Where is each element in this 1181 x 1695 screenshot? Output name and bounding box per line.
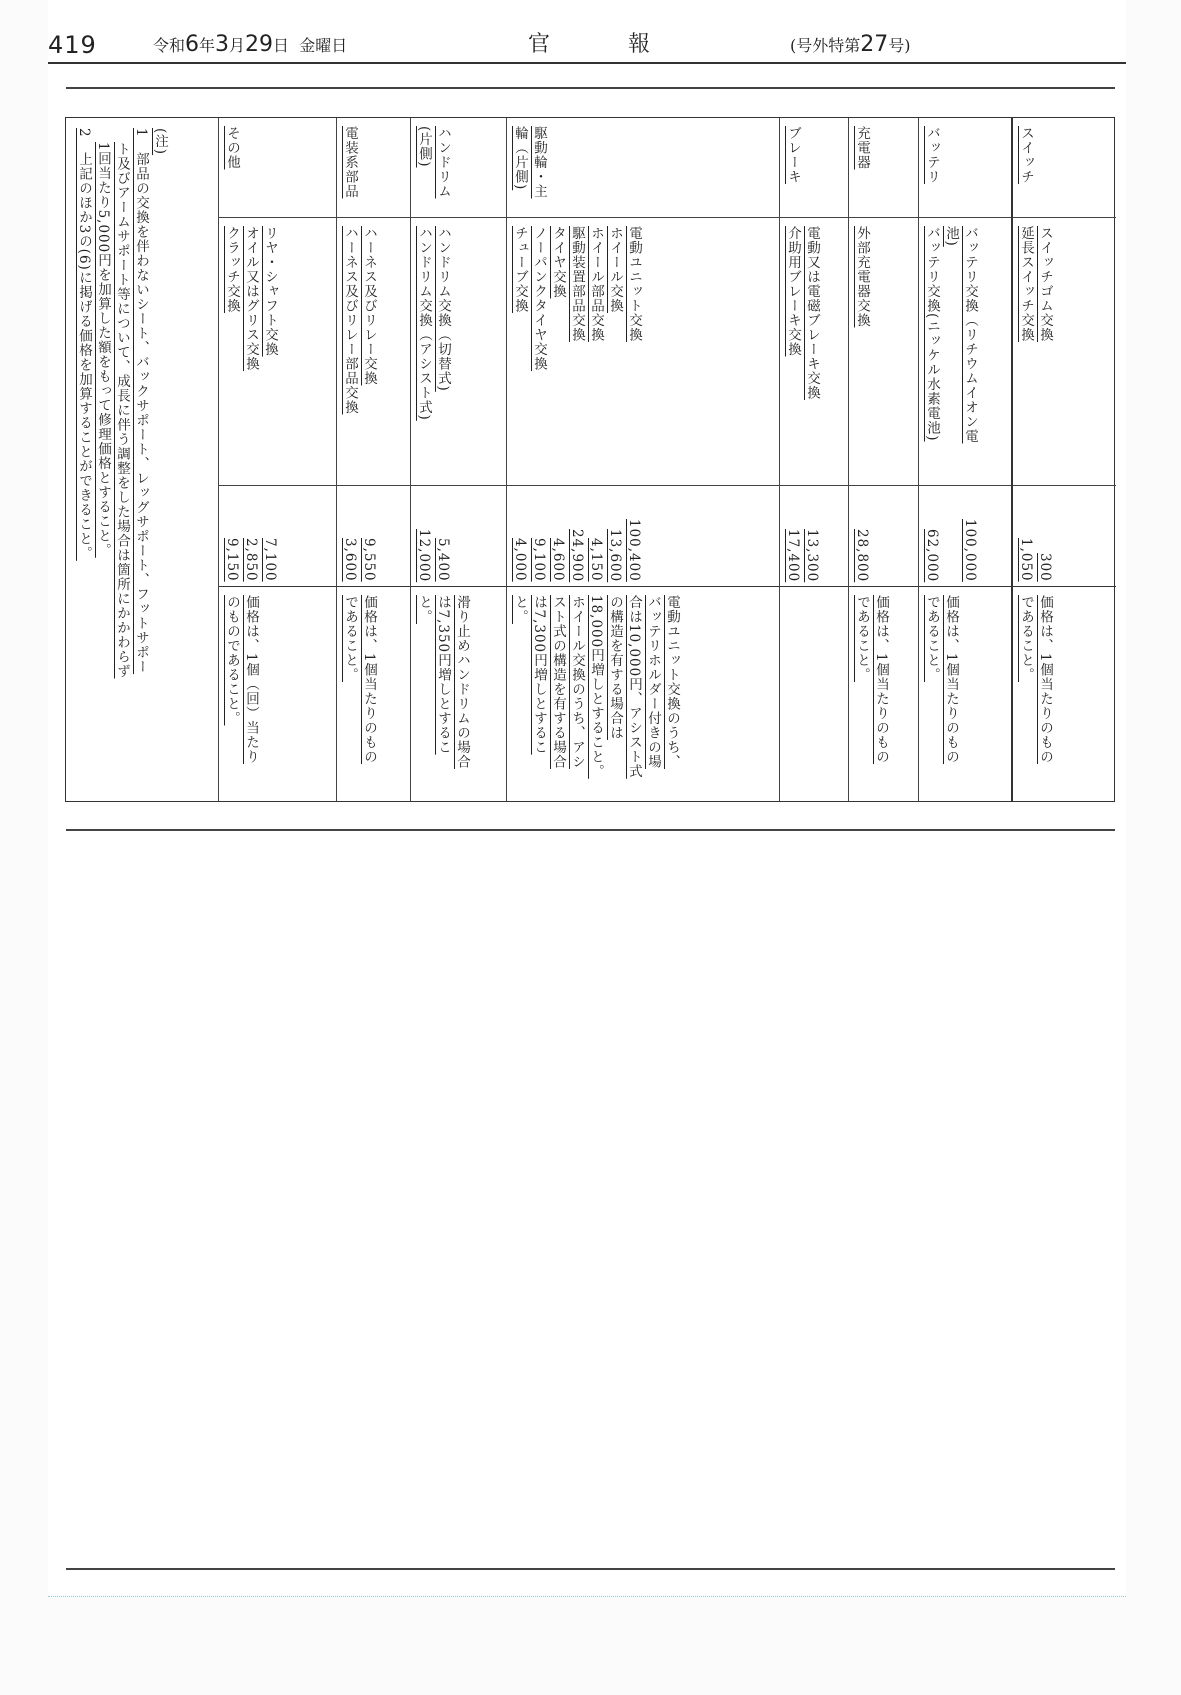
- note-cell: [219, 587, 336, 801]
- category-label: 電装系部品: [342, 126, 358, 199]
- table-row: [218, 118, 336, 801]
- footnote-line: 2 上記のほか3の(6)に掲げる価格を加算することができること。: [76, 128, 92, 561]
- price-value: 4,600: [550, 538, 566, 582]
- gazette-header: [48, 30, 1126, 64]
- note-text: と。: [416, 595, 432, 624]
- footnote-line: ト及びアームサポート等について、成長に伴う調整をした場合は箇所にかかわらず: [114, 142, 130, 679]
- note-text: バッテリホルダー付きの場: [645, 595, 661, 769]
- item-label: ハンドリム交換（切替式): [435, 226, 451, 392]
- note-text: のものであること。: [224, 595, 240, 726]
- section-rule-middle: [66, 829, 1115, 831]
- issue-date: [153, 30, 347, 61]
- item-label: タイヤ交換: [550, 226, 566, 299]
- category-cell: [507, 118, 779, 218]
- category-label: バッテリ: [924, 126, 940, 184]
- note-text: 価格は、1個当たりのもの: [361, 595, 377, 765]
- item-label: クラッチ交換: [224, 226, 240, 313]
- item-label: ハンドリム交換（アシスト式): [416, 226, 432, 421]
- page-edge: [48, 1596, 1126, 1597]
- price-value: 12,000: [416, 528, 432, 582]
- item-cell: [219, 218, 336, 486]
- price-value: 24,900: [569, 528, 585, 582]
- issue-suffix: 号): [888, 36, 911, 55]
- category-cell: [219, 118, 336, 218]
- note-text: 価格は、1個（回）当たり: [243, 595, 259, 765]
- item-cell: [1013, 218, 1116, 486]
- item-label: 介助用ブレーキ交換: [785, 226, 801, 357]
- item-label: 電動ユニット交換: [626, 226, 642, 342]
- item-label: リヤ・シャフト交換: [262, 226, 278, 357]
- note-text: であること。: [342, 595, 358, 682]
- date-era: 令和: [153, 36, 186, 55]
- table-row: [410, 118, 506, 801]
- category-cell: [1013, 118, 1116, 218]
- item-label: 池): [943, 226, 959, 247]
- price-value: 300: [1037, 553, 1053, 582]
- item-label: 延長スイッチ交換: [1018, 226, 1034, 342]
- price-cell: [919, 486, 1011, 587]
- date-year: 6: [185, 32, 200, 57]
- header-rule: [48, 62, 1126, 64]
- note-text: 価格は、1個当たりのもの: [943, 595, 959, 765]
- price-cell: [1013, 486, 1116, 587]
- footnote-line: 1 部品の交換を伴わないシート、バックサポート、レッグサポート、フットサポー: [133, 128, 149, 675]
- category-cell: [849, 118, 918, 218]
- repair-price-table: [65, 117, 1115, 802]
- price-value: 7,100: [262, 538, 278, 582]
- price-cell: [507, 486, 779, 587]
- price-value: 13,600: [607, 528, 623, 582]
- category-label: その他: [224, 126, 240, 170]
- category-label: 輪（片側): [512, 126, 528, 191]
- price-value: 4,000: [512, 538, 528, 582]
- page-number: 419: [48, 31, 97, 59]
- section-rule-top: [66, 87, 1115, 89]
- category-label: (片側): [416, 126, 432, 168]
- price-value: 2,850: [243, 538, 259, 582]
- table-row: [779, 118, 848, 801]
- note-text: スト式の構造を有する場合: [550, 595, 566, 769]
- item-label: ハーネス及びリレー部品交換: [342, 226, 358, 415]
- price-cell: [337, 486, 410, 587]
- note-text: 合は10,000円、アシスト式: [626, 595, 642, 779]
- note-cell: [507, 587, 779, 801]
- item-label: 電動又は電磁ブレーキ交換: [804, 226, 820, 400]
- category-label: ブレーキ: [785, 126, 801, 184]
- note-cell: [780, 587, 848, 801]
- footnote-line: 1回当たり5,000円を加算した額をもって修理価格とすること。: [95, 142, 111, 558]
- note-text: であること。: [854, 595, 870, 682]
- table-row: [336, 118, 410, 801]
- issue-number: [790, 30, 911, 61]
- category-cell: [337, 118, 410, 218]
- price-value: 5,400: [435, 538, 451, 582]
- price-value: 13,300: [804, 528, 820, 582]
- price-cell: [219, 486, 336, 587]
- category-cell: [780, 118, 848, 218]
- note-text: は7,300円増しとするこ: [531, 595, 547, 755]
- note-text: は7,350円増しとするこ: [435, 595, 451, 755]
- category-label: 充電器: [854, 126, 870, 170]
- issue-num: 27: [860, 32, 889, 57]
- note-cell: [919, 587, 1011, 801]
- price-value: 1,050: [1018, 538, 1034, 582]
- note-text: 18,000円増しとすること。: [588, 595, 604, 779]
- category-label: ハンドリム: [435, 126, 451, 199]
- item-label: オイル又はグリス交換: [243, 226, 259, 371]
- price-value: 9,150: [224, 538, 240, 582]
- note-text: の構造を有する場合は: [607, 595, 623, 740]
- note-text: であること。: [924, 595, 940, 682]
- item-label: スイッチゴム交換: [1037, 226, 1053, 342]
- date-month: 3: [215, 32, 230, 57]
- table-row: [1011, 118, 1116, 801]
- issue-prefix: (号外特第: [790, 36, 861, 55]
- price-value: 9,550: [361, 538, 377, 582]
- price-value: 100,000: [962, 519, 978, 582]
- note-cell: [337, 587, 410, 801]
- note-cell: [411, 587, 506, 801]
- price-cell: [411, 486, 506, 587]
- item-label: チューブ交換: [512, 226, 528, 313]
- note-text: であること。: [1018, 595, 1034, 682]
- note-text: 滑り止めハンドリムの場合: [454, 595, 470, 769]
- item-cell: [919, 218, 1011, 486]
- item-label: 外部充電器交換: [854, 226, 870, 328]
- footnote-label: (注): [152, 128, 168, 156]
- item-cell: [780, 218, 848, 486]
- item-label: 駆動装置部品交換: [569, 226, 585, 342]
- price-cell: [849, 486, 918, 587]
- footnotes: [66, 118, 218, 801]
- item-cell: [507, 218, 779, 486]
- category-cell: [411, 118, 506, 218]
- note-text: ホイール交換のうち、アシ: [569, 595, 585, 769]
- price-value: 17,400: [785, 528, 801, 582]
- price-cell: [780, 486, 848, 587]
- note-text: と。: [512, 595, 528, 624]
- date-year-suffix: 年: [199, 36, 216, 55]
- price-value: 3,600: [342, 538, 358, 582]
- price-value: 62,000: [924, 528, 940, 582]
- table-row: [848, 118, 918, 801]
- item-label: バッテリ交換（リチウムイオン電: [962, 226, 978, 444]
- category-label: 駆動輪・主: [531, 126, 547, 199]
- date-month-suffix: 月: [229, 36, 246, 55]
- item-cell: [337, 218, 410, 486]
- note-text: 価格は、1個当たりのもの: [873, 595, 889, 765]
- section-rule-bottom: [66, 1568, 1115, 1570]
- item-cell: [849, 218, 918, 486]
- price-value: 28,800: [854, 528, 870, 582]
- price-value: 9,100: [531, 538, 547, 582]
- price-value: 4,150: [588, 538, 604, 582]
- title-char-2: 報: [628, 32, 651, 57]
- item-label: バッテリ交換(ニッケル水素電池): [924, 226, 940, 442]
- note-text: 電動ユニット交換のうち、: [664, 595, 680, 769]
- date-day: 29: [245, 32, 274, 57]
- item-label: ホイール部品交換: [588, 226, 604, 342]
- note-text: 価格は、1個当たりのもの: [1037, 595, 1053, 765]
- category-label: スイッチ: [1018, 126, 1034, 184]
- category-cell: [919, 118, 1011, 218]
- price-value: 100,400: [626, 519, 642, 582]
- item-cell: [411, 218, 506, 486]
- table-row: [506, 118, 779, 801]
- item-label: ホイール交換: [607, 226, 623, 313]
- note-cell: [1013, 587, 1116, 801]
- title-char-1: 官: [528, 32, 551, 57]
- item-label: ハーネス及びリレー交換: [361, 226, 377, 386]
- date-day-suffix: 日: [273, 36, 290, 55]
- note-cell: [849, 587, 918, 801]
- table-row: [918, 118, 1011, 801]
- item-label: ノーパンクタイヤ交換: [531, 226, 547, 371]
- date-weekday: 金曜日: [299, 36, 348, 55]
- price-value: [941, 494, 960, 582]
